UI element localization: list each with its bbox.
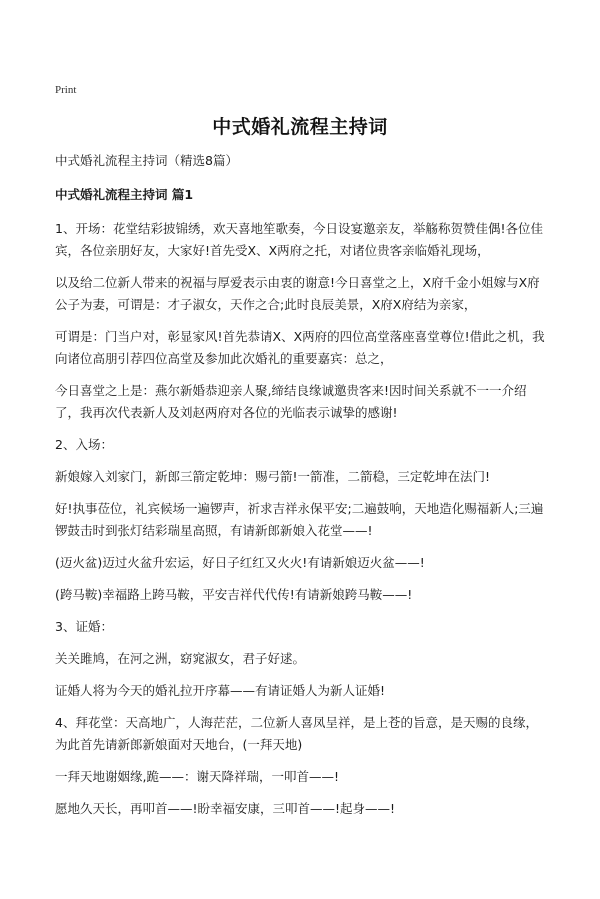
document-body (55, 150, 550, 820)
paragraph: (跨马鞍)幸福路上跨马鞍，平安吉祥代代传!有请新娘跨马鞍——! (55, 587, 413, 602)
paragraph: (迈火盆)迈过火盆升宏运，好日子红红又火火!有请新娘迈火盆——! (55, 555, 425, 570)
paragraph: 好!执事莅位，礼宾候场一遍锣声，祈求吉祥永保平安;二遍鼓响，天地造化赐福新人;三遍锣鼓击时到张灯结彩瑞星高照，有请新郎新娘入花堂——! (55, 501, 544, 538)
section-label: 2、入场： (55, 437, 113, 452)
paragraph: 以及给二位新人带来的祝福与厚爱表示由衷的谢意!今日喜堂之上，X府千金小姐嫁与X府公子为妻，可谓是：才子淑女，天作之合;此时良辰美景，X府X府结为亲家， (55, 275, 540, 312)
paragraph: 关关雎鸠，在河之洲，窈窕淑女，君子好逑。 (55, 651, 306, 666)
document-title: 中式婚礼流程主持词 (212, 116, 388, 138)
paragraph: 新娘嫁入刘家门，新郎三箭定乾坤：赐弓箭!一箭准，二箭稳，三定乾坤在法门! (55, 469, 491, 484)
paragraph: 4、拜花堂：天高地广，人海茫茫，二位新人喜凤呈祥，是上苍的旨意，是天赐的良缘，为此首先请新郎新娘面对天地台，(一拜天地) (55, 715, 538, 752)
print-label: Print (55, 84, 77, 96)
paragraph: 证婚人将为今天的婚礼拉开序幕——有请证婚人为新人证婚! (55, 683, 386, 698)
section-heading: 中式婚礼流程主持词 篇1 (55, 187, 194, 202)
paragraph: 一拜天地谢姻缘,跪——：谢天降祥瑞，一叩首——! (55, 769, 339, 784)
paragraph: 1、开场：花堂结彩披锦绣，欢天喜地笙歌奏，今日设宴邀亲友，举觞称贺赞佳偶!各位佳宾，各位亲朋好友，大家好!首先受X、X两府之托，对诸位贵客亲临婚礼现场， (55, 221, 543, 258)
document-subtitle: 中式婚礼流程主持词（精选8篇） (55, 153, 238, 168)
paragraph: 可谓是：门当户对，彰显家风!首先恭请X、X两府的四位高堂落座喜堂尊位!借此之机，我向诸位高朋引荐四位高堂及参加此次婚礼的重要嘉宾：总之， (55, 329, 545, 366)
section-label: 3、证婚： (55, 619, 113, 634)
paragraph: 愿地久天长，再叩首——!盼幸福安康，三叩首——!起身——! (55, 801, 396, 816)
paragraph: 今日喜堂之上是：燕尔新婚恭迎亲人聚,缔结良缘诚邀贵客来!因时间关系就不一一介绍了，我再次代表新人及刘赵两府对各位的光临表示诚挚的感谢! (55, 383, 527, 420)
